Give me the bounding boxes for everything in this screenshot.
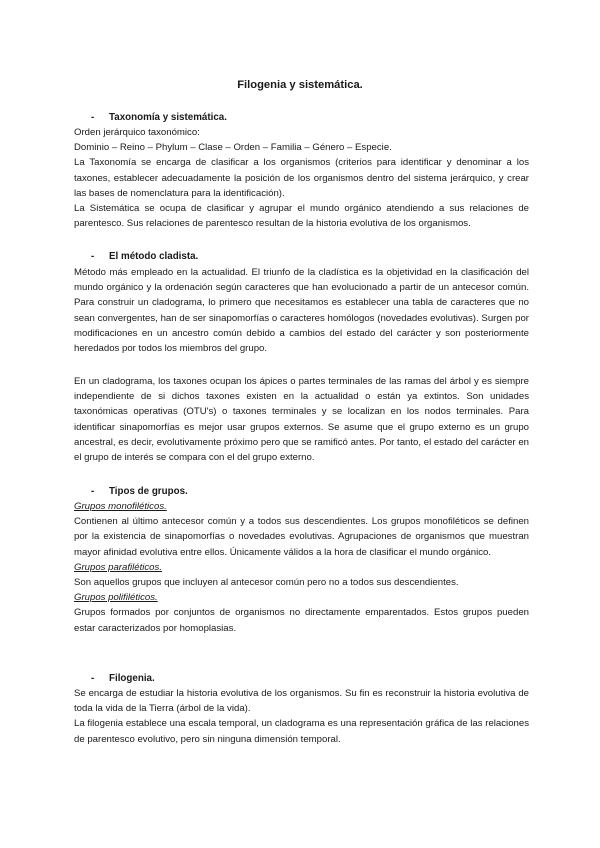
paragraph: Contienen al último antecesor común y a todos sus descendientes. Los grupos monofiléticos se definen por la existencia de sinapomorfías o novedades evolutivas. Agrupaciones de organismos que muestran mayor afinidad evolutiva entre ellos. Únicamente válidos a la hora de clasificar el mundo orgánico. — [74, 516, 529, 558]
section-body-filogenia — [74, 686, 529, 747]
section-heading-tipos-grupos — [91, 484, 188, 499]
subheading-polifileticos: Grupos polifiléticos. — [74, 592, 158, 604]
paragraph: Método más empleado en la actualidad. El triunfo de la cladística es la objetividad en la clasificación del mundo orgánico y la ordenación según caracteres que han evolucionado a partir de un antecesor común. Para construir un cladograma, lo primero que necesitamos es establecer una tabla de caracteres que no sean convergentes, han de ser sinapomorfías o caracteres homólogos (novedades evolutivas). Surgen por modificaciones en un ancestro común debido a cambios del estado del carácter y son posteriormente heredados por todos los miembros del grupo. — [74, 267, 529, 355]
paragraph: La Sistemática se ocupa de clasificar y agrupar el mundo orgánico atendiendo a sus relaciones de parentesco. Sus relaciones de parentesco resultan de la historia evolutiva de los organismos. — [74, 203, 529, 230]
section-heading-label: El método cladista. — [109, 251, 199, 262]
paragraph: Se encarga de estudiar la historia evolutiva de los organismos. Su fin es reconstruir la historia evolutiva de toda la vida de la Tierra (árbol de la vida). — [74, 688, 529, 715]
section-heading-metodo-cladista — [91, 249, 198, 264]
bullet-dash: - — [91, 673, 95, 684]
section-heading-label: Tipos de grupos. — [109, 486, 188, 497]
section-heading-taxonomia — [91, 110, 227, 125]
section-body-taxonomia — [74, 125, 529, 231]
section-body-tipos-grupos — [74, 499, 529, 636]
section-heading-label: Taxonomía y sistemática. — [109, 112, 227, 123]
section-heading-filogenia — [91, 671, 155, 686]
paragraph: Orden jerárquico taxonómico: — [74, 127, 200, 138]
subheading-monofileticos: Grupos monofiléticos. — [74, 501, 167, 512]
paragraph: En un cladograma, los taxones ocupan los ápices o partes terminales de las ramas del árbol y es siempre independiente de si dichos taxones existen en la actualidad o están ya extintos. Son unidades taxonómicas operativas (OTU's) o taxones terminales y se localizan en los nodos terminales. Para identificar sinapomorfías es mejor usar grupos externos. Se asume que el grupo externo es un grupo ancestral, es decir, evolutivamente próximo pero que se ramificó antes. Por tanto, el estado del carácter en el grupo de interés se compara con el del grupo externo. — [74, 376, 529, 464]
paragraph: La Taxonomía se encarga de clasificar a los organismos (criterios para identificar y denominar a los taxones, establecer adecuadamente la posición de los organismos dentro del sistema jerárquico, y crear las bases de nomenclatura para la identificación). — [74, 157, 529, 199]
document-title: Filogenia y sistemática. — [237, 79, 363, 91]
bullet-dash: - — [91, 112, 95, 123]
bullet-dash: - — [91, 251, 95, 262]
section-body-cladograma — [74, 374, 529, 465]
bullet-dash: - — [91, 486, 95, 497]
section-heading-label: Filogenia. — [109, 673, 155, 684]
section-body-metodo-cladista — [74, 265, 529, 356]
paragraph: Dominio – Reino – Phylum – Clase – Orden – Familia – Género – Especie. — [74, 142, 392, 154]
subheading-parafileticos: Grupos parafiléticos. — [74, 561, 162, 573]
paragraph: La filogenia establece una escala temporal, un cladograma es una representación gráfica de las relaciones de parentesco evolutivo, pero sin ninguna dimensión temporal. — [74, 718, 529, 745]
paragraph: Grupos formados por conjuntos de organismos no directamente emparentados. Estos grupos pueden estar caracterizados por homoplasias. — [74, 607, 529, 634]
paragraph: Son aquellos grupos que incluyen al antecesor común pero no a todos sus descendientes. — [74, 577, 459, 589]
